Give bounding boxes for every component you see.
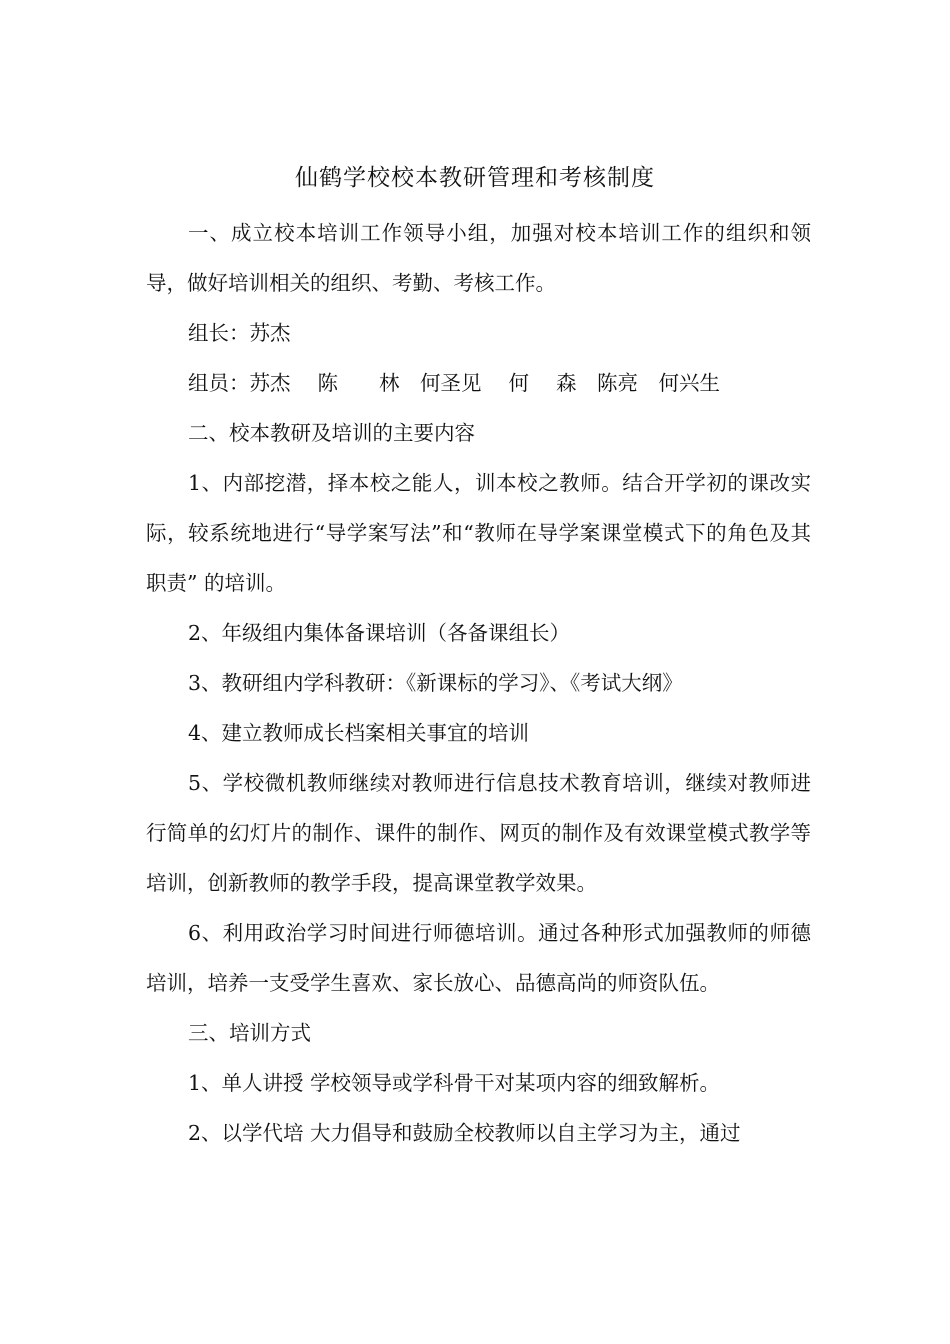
paragraph-item-3: 3、教研组内学科教研：《新课标的学习》、《考试大纲》 — [188, 671, 683, 695]
section-heading-training-methods: 三、培训方式 — [188, 1021, 311, 1045]
paragraph-item-6: 6、利用政治学习时间进行师德培训。通过各种形式加强教师的师德培训，培养一支受学生喜欢、家长放心、品德高尚的师资队伍。 — [146, 921, 811, 995]
section-heading-main-content: 二、校本教研及培训的主要内容 — [188, 421, 475, 445]
paragraph-item-4: 4、建立教师成长档案相关事宜的培训 — [188, 721, 530, 745]
paragraph-method-2: 2、以学代培 大力倡导和鼓励全校教师以自主学习为主，通过 — [188, 1121, 741, 1145]
document-title: 仙鹤学校校本教研管理和考核制度 — [295, 165, 655, 191]
paragraph-group-leader: 组长：苏杰 — [188, 321, 291, 345]
paragraph-group-members: 组员：苏杰 陈 林 何圣见 何 森 陈亮 何兴生 — [188, 371, 721, 395]
document-body — [146, 208, 811, 1158]
paragraph-leadership-group: 一、成立校本培训工作领导小组，加强对校本培训工作的组织和领导，做好培训相关的组织、考勤、考核工作。 — [146, 221, 811, 295]
paragraph-item-2: 2、年级组内集体备课培训（各备课组长） — [188, 621, 571, 645]
paragraph-method-1: 1、单人讲授 学校领导或学科骨干对某项内容的细致解析。 — [188, 1071, 721, 1095]
paragraph-item-1: 1、内部挖潜，择本校之能人，训本校之教师。结合开学初的课改实际，较系统地进行“导学案写法”和“教师在导学案课堂模式下的角色及其职责” 的培训。 — [146, 471, 811, 595]
paragraph-item-5: 5、学校微机教师继续对教师进行信息技术教育培训，继续对教师进行简单的幻灯片的制作、课件的制作、网页的制作及有效课堂模式教学等培训，创新教师的教学手段，提高课堂教学效果。 — [146, 771, 811, 895]
